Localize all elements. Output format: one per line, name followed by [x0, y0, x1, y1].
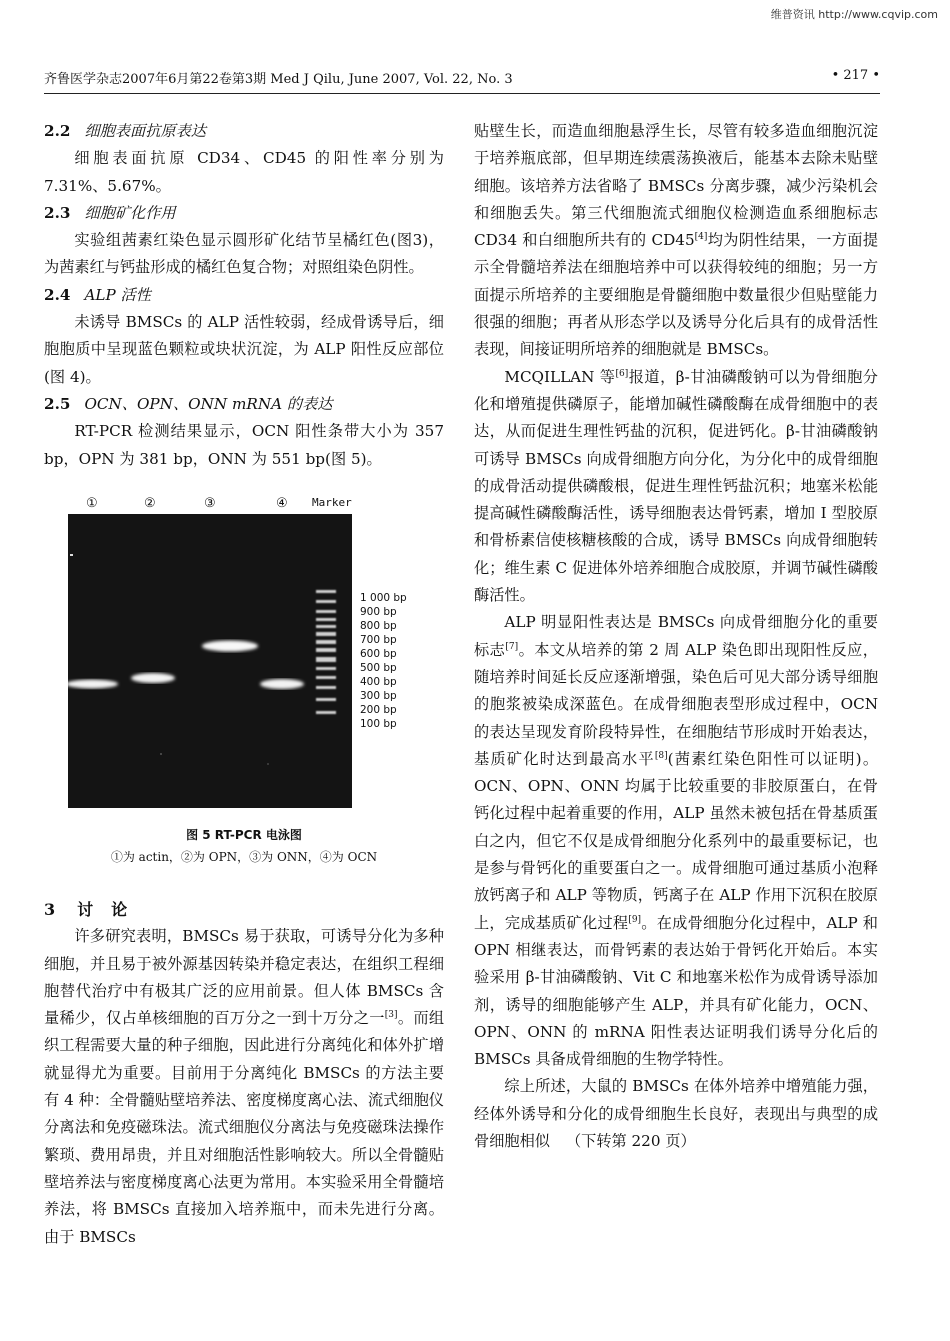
- bp-label: 100 bp: [360, 718, 397, 730]
- citation: [3]: [384, 1010, 398, 1021]
- citation: [6]: [615, 368, 629, 379]
- band-actin: [68, 680, 118, 689]
- lane-labels: [44, 496, 444, 514]
- paragraph: MCQILLAN 等[6]报道，β-甘油磷酸钠可以为骨细胞分化和增殖提供磷原子，能增加碱性磷酸酶在成骨细胞中的表达，从而促进生理性钙盐的沉积，促进钙化。β-甘油磷酸钠可诱导 BMSCs 向成骨细胞方向分化，为分化中的成骨细胞的成骨活动提供磷酸根，促进生理性钙盐沉积；地塞米松能提高碱性磷酸酶活性，诱导细胞表达骨钙素，增加 I 型胶原和骨桥素信使核糖核酸的合成，诱导 BMSCs 向成骨细胞转化；维生素 C 促进体外培养细胞合成胶原，并调节碱性磷酸酶活性。: [474, 367, 878, 605]
- running-header: [44, 68, 880, 94]
- page-number: • 217 •: [831, 68, 880, 83]
- citation: [4]: [694, 232, 708, 243]
- lane-label: Marker: [312, 496, 352, 509]
- bp-label: 200 bp: [360, 704, 397, 716]
- bp-label: 900 bp: [360, 606, 397, 618]
- bp-label: 1 000 bp: [360, 592, 407, 604]
- left-column-lower: [44, 896, 444, 1251]
- bp-label: 400 bp: [360, 676, 397, 688]
- paragraph: 细胞表面抗原 CD34、CD45 的阳性率分别为 7.31%、5.67%。: [44, 149, 444, 195]
- lane-label: ③: [204, 496, 216, 511]
- band-ocn: [260, 679, 304, 689]
- section-2-2: 2.2 细胞表面抗原表达: [44, 122, 206, 140]
- citation: [7]: [505, 641, 519, 652]
- continued-note: （下转第 220 页）: [565, 1131, 696, 1150]
- section-2-3: 2.3 细胞矿化作用: [44, 203, 176, 222]
- figure-caption-text: ①为 actin，②为 OPN，③为 ONN，④为 OCN: [110, 850, 378, 864]
- paragraph: 贴壁生长，而造血细胞悬浮生长，尽管有较多造血细胞沉淀于培养瓶底部，但早期连续震荡换液后，能基本去除未贴壁细胞。该培养方法省略了 BMSCs 分离步骤，减少污染机会和细胞丢失。第三代细胞流式细胞仪检测造血系细胞标志 CD34 和白细胞所共有的 CD45[4]均为阴性结果，一方面提示全骨髓培养法在细胞培养中可以获得较纯的细胞；另一方面提示所培养的主要细胞是骨髓细胞中数量很少但贴壁能力很强的细胞；再者从形态学以及诱导分化后具有的成骨活性表现，间接证明所培养的细胞就是 BMSCs。: [474, 122, 879, 359]
- bp-label: 800 bp: [360, 620, 397, 632]
- lane-label: ②: [144, 496, 156, 511]
- paragraph: 综上所述，大鼠的 BMSCs 在体外培养中增殖能力强，经体外诱导和分化的成骨细胞生长良好，表现出与典型的成骨细胞相似 （下转第 220 页）: [474, 1077, 878, 1150]
- paragraph: RT-PCR 检测结果显示，OCN 阳性条带大小为 357 bp，OPN 为 381 bp，ONN 为 551 bp(图 5)。: [44, 422, 444, 468]
- citation: [9]: [628, 914, 642, 925]
- bp-label: 700 bp: [360, 634, 397, 646]
- bp-label: 300 bp: [360, 690, 397, 702]
- section-2-4: 2.4 ALP 活性: [44, 285, 151, 304]
- watermark: 维普资讯 http://www.cqvip.com: [770, 8, 938, 21]
- left-column-upper: [44, 118, 444, 473]
- band-onn: [202, 641, 258, 652]
- lane-label: ①: [86, 496, 98, 511]
- figure-caption-title: 图 5 RT-PCR 电泳图: [186, 828, 302, 842]
- gel-image: [68, 514, 352, 808]
- citation: [8]: [654, 750, 668, 761]
- section-3-heading: 3 讨论: [44, 900, 146, 919]
- paragraph: 许多研究表明，BMSCs 易于获取，可诱导分化为多种细胞，并且易于被外源基因转染并稳定表达，在组织工程细胞替代治疗中有极其广泛的应用前景。但人体 BMSCs 含量稀少，仅占单核细胞的百万分之一到十万分之一[3]。而组织工程需要大量的种子细胞，因此进行分离纯化和体外扩增就显得尤为重要。目前用于分离纯化 BMSCs 的方法主要有 4 种：全骨髓贴壁培养法、密度梯度离心法、流式细胞仪分离法和免疫磁珠法。流式细胞仪分离法与免疫磁珠法操作繁琐、费用昂贵，并且对细胞活性影响较大。所以全骨髓贴壁培养法与密度梯度离心法更为常用。本实验采用全骨髓培养法，将 BMSCs 直接加入培养瓶中，而未先进行分离。由于 BMSCs: [44, 927, 445, 1246]
- figure-5: [44, 496, 444, 876]
- lane-label: ④: [276, 496, 288, 511]
- right-column: [474, 118, 878, 1155]
- journal-citation: 齐鲁医学杂志2007年6月第22卷第3期 Med J Qilu, June 2007, Vol. 22, No. 3: [44, 72, 513, 87]
- band-opn: [131, 673, 175, 683]
- bp-label: 500 bp: [360, 662, 397, 674]
- gel-bands: [68, 514, 352, 808]
- paragraph: 未诱导 BMSCs 的 ALP 活性较弱，经成骨诱导后，细胞胞质中呈现蓝色颗粒或块状沉淀，为 ALP 阳性反应部位(图 4)。: [44, 313, 444, 386]
- paragraph: 实验组茜素红染色显示圆形矿化结节呈橘红色(图3)，为茜素红与钙盐形成的橘红色复合物；对照组染色阴性。: [44, 231, 444, 277]
- bp-label: 600 bp: [360, 648, 397, 660]
- paragraph: ALP 明显阳性表达是 BMSCs 向成骨细胞分化的重要标志[7]。本文从培养的第 2 周 ALP 染色即出现阳性反应，随培养时间延长反应逐渐增强，染色后可见大部分诱导细胞的胞浆被染成深蓝色。在成骨细胞表型形成过程中，OCN 的表达呈现发育阶段特异性，在细胞结节形成时开始表达，基质矿化时达到最高水平[8](茜素红染色阳性可以证明)。OCN、OPN、ONN 均属于比较重要的非胶原蛋白，在骨钙化过程中起着重要的作用，ALP 虽然未被包括在骨基质蛋白之内，但它不仅是成骨细胞分化系列中的最重要标记，也是参与骨钙化的重要蛋白之一。成骨细胞可通过基质小泡释放钙离子和 ALP 等物质，钙离子在 ALP 作用下沉积在胶原上，完成基质矿化过程[9]。在成骨细胞分化过程中，ALP 和 OPN 相继表达，而骨钙素的表达始于骨钙化开始后。本实验采用 β-甘油磷酸钠、Vit C 和地塞米松作为成骨诱导添加剂，诱导的细胞能够产生 ALP，并具有矿化能力，OCN、OPN、ONN 的 mRNA 阳性表达证明我们诱导分化后的 BMSCs 具备成骨细胞的生物学特性。: [474, 613, 879, 1069]
- section-2-5: 2.5 OCN、OPN、ONN mRNA 的表达: [44, 394, 333, 413]
